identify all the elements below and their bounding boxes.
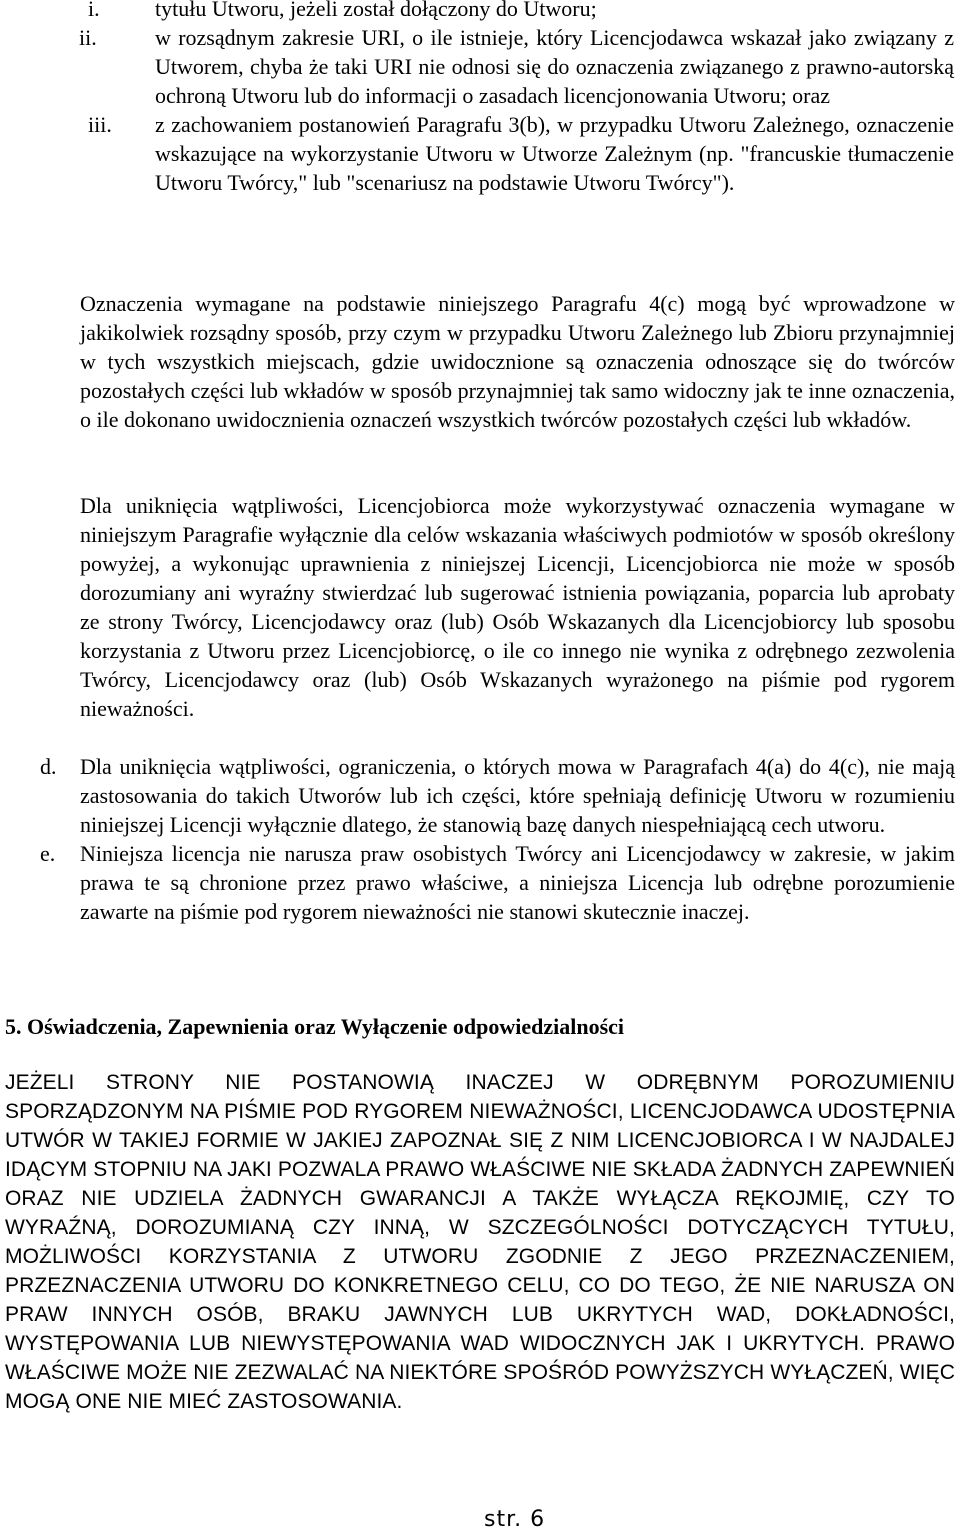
section-heading: 5. Oświadczenia, Zapewnienia oraz Wyłączenie odpowiedzialności <box>5 1014 625 1039</box>
page-number: str. 6 <box>484 1507 546 1532</box>
list-item-text: Dla uniknięcia wątpliwości, ograniczenia, o których mowa w Paragrafach 4(a) do 4(c), nie mają zastosowania do takich Utworów lub ich części, które spełniają definicję Utworu w rozumieniu niniejszej Licencji wyłącznie dlatego, że stanowią bazę danych niespełniającą cech utworu. <box>80 754 955 837</box>
list-item-text: z zachowaniem postanowień Paragrafu 3(b), w przypadku Utworu Zależnego, oznaczenie wskazujące na wykorzystanie Utworu w Utworze Zależnym (np. "francuskie tłumaczenie Utworu Twórcy," lub "scenariusz na podstawie Utworu Twórcy"). <box>155 112 954 195</box>
list-marker: e. <box>40 841 56 866</box>
attribution-sublist <box>6 0 954 197</box>
list-item-d <box>40 752 955 839</box>
list-item-i <box>6 0 954 23</box>
list-marker: ii. <box>79 25 97 50</box>
list-item-text: w rozsądnym zakresie URI, o ile istnieje, który Licencjodawca wskazał jako związany z Utworem, chyba że taki URI nie odnosi się do oznaczenia związanego z prawno-autorską ochroną Utworu lub do informacji o zasadach licencjonowania Utworu; oraz <box>155 25 954 108</box>
list-item-ii <box>6 23 954 110</box>
lettered-list <box>40 752 955 926</box>
list-marker: iii. <box>88 112 112 137</box>
list-item-text: Niniejsza licencja nie narusza praw osobistych Twórcy ani Licencjodawcy w zakresie, w jakim prawa te są chronione przez prawo właściwe, a niniejsza Licencja lub odrębne porozumienie zawarte na piśmie pod rygorem nieważności nie stanowi skutecznie inaczej. <box>80 841 955 924</box>
disclaimer-paragraph: JEŻELI STRONY NIE POSTANOWIĄ INACZEJ W ODRĘBNYM POROZUMIENIU SPORZĄDZONYM NA PIŚMIE POD RYGOREM NIEWAŻNOŚCI, LICENCJODAWCA UDOSTĘPNIA UTWÓR W TAKIEJ FORMIE W JAKIEJ ZAPOZNAŁ SIĘ Z NIM LICENCJOBIORCA I W NAJDALEJ IDĄCYM STOPNIU NA JAKI POZWALA PRAWO WŁAŚCIWE NIE SKŁADA ŻADNYCH ZAPEWNIEŃ ORAZ NIE UDZIELA ŻADNYCH GWARANCJI A TAKŻE WYŁĄCZA RĘKOJMIĘ, CZY TO WYRAŹNĄ, DOROZUMIANĄ CZY INNĄ, W SZCZEGÓLNOŚCI DOTYCZĄCYCH TYTUŁU, MOŻLIWOŚCI KORZYSTANIA Z UTWORU ZGODNIE Z JEGO PRZEZNACZENIEM, PRZEZNACZENIA UTWORU DO KONKRETNEGO CELU, CO DO TEGO, ŻE NIE NARUSZA ON PRAW INNYCH OSÓB, BRAKU JAWNYCH LUB UKRYTYCH WAD, DOKŁADNOŚCI, WYSTĘPOWANIA LUB NIEWYSTĘPOWANIA WAD WIDOCZNYCH JAK I UKRYTYCH. PRAWO WŁAŚCIWE MOŻE NIE ZEZWALAĆ NA NIEKTÓRE SPOŚRÓD POWYŻSZYCH WYŁĄCZEŃ, WIĘC MOGĄ ONE NIE MIEĆ ZASTOSOWANIA. <box>5 1071 955 1413</box>
paragraph-no-endorsement: Dla uniknięcia wątpliwości, Licencjobiorca może wykorzystywać oznaczenia wymagane w niniejszym Paragrafie wyłącznie dla celów wskazania właściwych podmiotów w sposób określony powyżej, a wykonując uprawnienia z niniejszej Licencji, Licencjobiorca nie może w sposób dorozumiany ani wyraźny stwierdzać lub sugerować istnienia powiązania, poparcia lub aprobaty ze strony Twórcy, Licencjodawcy oraz (lub) Osób Wskazanych dla Licencjobiorcy lub sposobu korzystania z Utworu przez Licencjobiorcę, o ile co innego nie wynika z odrębnego zezwolenia Twórcy, Licencjodawcy oraz (lub) Osób Wskazanych wyrażonego na piśmie pod rygorem nieważności. <box>80 493 955 721</box>
list-item-iii <box>6 110 954 197</box>
list-marker: d. <box>40 754 57 779</box>
list-item-text: tytułu Utworu, jeżeli został dołączony do Utworu; <box>155 0 597 21</box>
list-item-e <box>40 839 955 926</box>
list-marker: i. <box>88 0 100 21</box>
paragraph-attribution-placement: Oznaczenia wymagane na podstawie niniejszego Paragrafu 4(c) mogą być wprowadzone w jakikolwiek rozsądny sposób, przy czym w przypadku Utworu Zależnego lub Zbioru przynajmniej w tych wszystkich miejscach, gdzie uwidocznione są oznaczenia odnoszące się do twórców pozostałych części lub wkładów w sposób przynajmniej tak samo widoczny jak te inne oznaczenia, o ile dokonano uwidocznienia oznaczeń wszystkich twórców pozostałych części lub wkładów. <box>80 291 955 432</box>
